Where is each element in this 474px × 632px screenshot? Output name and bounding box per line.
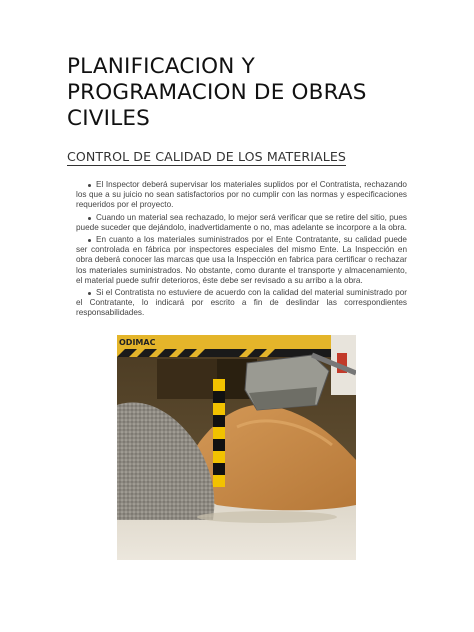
bullet-icon <box>88 184 91 187</box>
section-heading: CONTROL DE CALIDAD DE LOS MATERIALES <box>67 149 347 164</box>
list-item <box>76 235 407 286</box>
list-item <box>76 180 407 211</box>
bullet-text: El Inspector deberá supervisar los materiales suplidos por el Contratista, rechazando los que a su juicio no sean satisfactorios por no cumplir con las normas y especificaciones requeridos por el proyecto. <box>76 180 407 210</box>
bullet-icon <box>88 292 91 295</box>
bullet-icon <box>88 239 91 242</box>
page-title: PLANIFICACION Y PROGRAMACION DE OBRAS CIVILES <box>67 54 367 131</box>
sign-text: ODIMAC <box>119 338 156 347</box>
list-item <box>76 288 407 319</box>
list-item <box>76 213 407 233</box>
construction-materials-photo <box>117 335 356 560</box>
bullet-text: Cuando un material sea rechazado, lo mejor será verificar que se retire del sitio, pues puede suceder que dejándolo, inadvertidamente o no, mas adelante se incorpore a la obra. <box>76 212 407 232</box>
bullet-list <box>76 180 407 321</box>
hazard-post <box>213 379 225 487</box>
bullet-icon <box>88 217 91 220</box>
bullet-text: Si el Contratista no estuviere de acuerdo con la calidad del material suministrado por el Contratante, lo indicará por escrito a fin de deslindar las correspondientes responsabilidades. <box>76 288 407 318</box>
bullet-text: En cuanto a los materiales suministrados por el Ente Contratante, su calidad puede ser controlada en fábrica por inspectores especiales del mismo Ente. La Inspección en obra deberá conocer las marcas que usa la Inspección en fabrica para certificar o rechazar los materiales suministrados. No obstante, como durante el transporte y almacenamiento, el material puede sufrir deterioros, éste debe ser revisado a su arribo a la obra. <box>76 235 407 285</box>
